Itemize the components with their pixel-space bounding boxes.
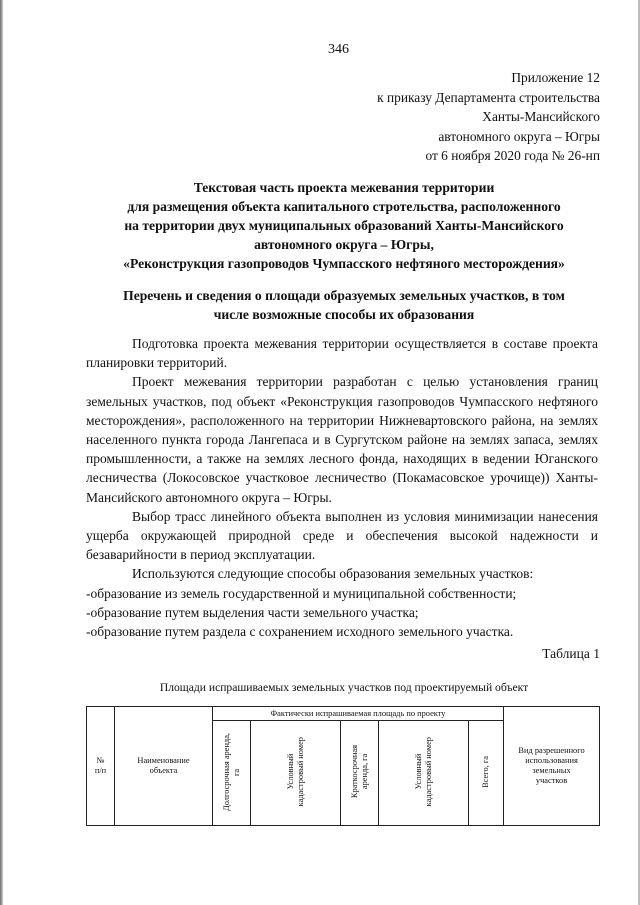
table-caption: Площади испрашиваемых земельных участков под проектируемый объект bbox=[159, 681, 529, 694]
appendix-block bbox=[300, 68, 600, 166]
appendix-line: Ханты-Мансийского bbox=[482, 109, 600, 124]
body-text bbox=[86, 334, 598, 641]
appendix-line: к приказу Департамента строительства bbox=[377, 89, 600, 105]
header-short-term-lease: Краткосрочная аренда, га bbox=[341, 721, 379, 826]
page-number: 346 bbox=[328, 42, 349, 57]
section-heading-line: числе возможные способы их образования bbox=[213, 307, 475, 322]
section-heading-line: Перечень и сведения о площади образуемых земельных участков, в том bbox=[123, 288, 565, 303]
paragraph: Используются следующие способы образования земельных участков: bbox=[132, 566, 534, 582]
paragraph: Выбор трасс линейного объекта выполнен из условия минимизации нанесения ущерба окружающей природной среде и обеспечения высокой надежности и безаварийности в период эксплуатации. bbox=[86, 508, 598, 563]
title-line: «Реконструкция газопроводов Чумпасского нефтяного месторождения» bbox=[123, 256, 565, 271]
scan-left-edge bbox=[0, 0, 3, 905]
header-object-name: Наименование объекта bbox=[115, 707, 213, 826]
header-actual-area: Фактически испрашиваемая площадь по проекту bbox=[213, 707, 504, 721]
document-title bbox=[86, 178, 602, 273]
list-item: -образование из земель государственной и муниципальной собственности; bbox=[86, 585, 517, 601]
appendix-line: от 6 ноября 2020 года № 26-нп bbox=[425, 148, 600, 163]
header-row-number: № п/п bbox=[87, 707, 115, 826]
list-item: -образование путем выделения части земельного участка; bbox=[86, 604, 419, 620]
title-line: на территории двух муниципальных образований Ханты-Мансийского bbox=[124, 218, 564, 233]
title-line: автономного округа – Югры, bbox=[254, 237, 434, 252]
header-cadastral-number: Условный кадастровый номер bbox=[251, 721, 341, 826]
title-line: для размещения объекта капитального стротельства, расположенного bbox=[127, 199, 561, 214]
appendix-line: Приложение 12 bbox=[511, 70, 600, 85]
header-long-term-lease: Долгосрочная аренда, га bbox=[213, 721, 251, 826]
header-permitted-use: Вид разрешенного использования земельных участков bbox=[504, 707, 600, 826]
land-plots-table bbox=[86, 706, 600, 826]
paragraph: Проект межевания территории разработан с целью установления границ земельных участков, под объект «Реконструкция газопроводов Чумпасского нефтяного месторождения», расположенного на территории Нижневартовского района, на землях населенного пункта города Лангепаса и в Сургутском районе на землях запаса, землях промышленности, а также на землях лесного фонда, находящих в ведении Юганского лесничества (Локосовское участковое лесничество (Покамасовское урочище)) Ханты-Мансийского автономного округа – Югры. bbox=[86, 374, 598, 505]
paragraph: Подготовка проекта межевания территории осуществляется в составе проекта планировки территорий. bbox=[86, 336, 598, 371]
header-cadastral-number: Условный кадастровый номер bbox=[379, 721, 469, 826]
table-reference: Таблица 1 bbox=[542, 646, 600, 661]
list-item: -образование путем раздела с сохранением исходного земельного участка. bbox=[86, 624, 514, 640]
appendix-line: автономного округа – Югры bbox=[438, 128, 600, 144]
header-total-area: Всего, га bbox=[469, 721, 504, 826]
section-heading bbox=[86, 286, 602, 324]
title-line: Текстовая часть проекта межевания территории bbox=[193, 180, 495, 195]
